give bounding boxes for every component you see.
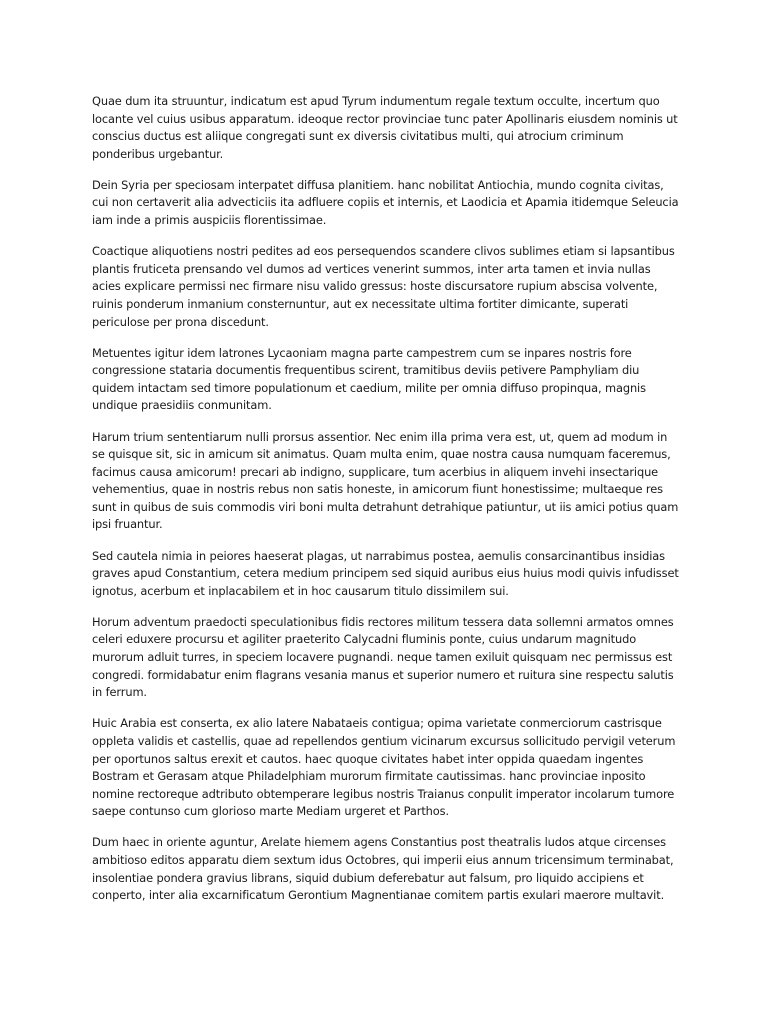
paragraph-7: Horum adventum praedocti speculationibus fidis rectores militum tessera data sollemni armatos omnes celeri eduxere procursu et agiliter praeterito Calycadni fluminis ponte, cuius undarum magnitudo murorum adluit turres, in speciem locavere pugnandi. neque tamen exiluit quisquam nec permissus est congredi. formidabatur enim flagrans vesania manus et superior numero et ruitura sine respectu salutis in ferrum. xyxy=(92,614,674,700)
paragraph-3: Coactique aliquotiens nostri pedites ad eos persequendos scandere clivos sublimes etiam si lapsantibus plantis fruticeta prensando vel dumos ad vertices venerint summos, inter arta tamen et invia nullas acies explicare permissi nec firmare nisu valido gressus: hoste discursatore rupium abscisa volvente, ruinis ponderum inmanium consternuntur, aut ex necessitate ultima fortiter dimicante, superati periculose per prona discedunt. xyxy=(92,244,675,329)
paragraph-9: Dum haec in oriente aguntur, Arelate hiemem agens Constantius post theatralis ludos atque circenses ambitioso editos apparatu diem sextum idus Octobres, qui imperii eius annum tricensimum terminabat, insolentiae pondera gravius librans, siquid dubium deferebatur aut falsum, pro liquido accipiens et conperto, inter alia excarnificatum Gerontium Magnentianae comitem partis exulari maerore multavit. xyxy=(92,835,674,903)
paragraph-1: Quae dum ita struuntur, indicatum est apud Tyrum indumentum regale textum occulte, incertum quo locante vel cuius usibus apparatum. ideoque rector provinciae tunc pater Apollinaris eiusdem nominis ut conscius ductus est aliique congregati sunt ex diversis civitatibus multi, qui atrocium criminum ponderibus urgebantur. xyxy=(92,94,678,161)
paragraph-6: Sed cautela nimia in peiores haeserat plagas, ut narrabimus postea, aemulis consarcinantibus insidias graves apud Constantium, cetera medium principem sed siquid auribus eius huius modi quivis infudisset ignotus, acerbum et inplacabilem et in hoc causarum titulo dissimilem sui. xyxy=(92,548,679,598)
paragraph-2: Dein Syria per speciosam interpatet diffusa planitiem. hanc nobilitat Antiochia, mundo cognita civitas, cui non certaverit alia advecticiis ita adfluere copiis et internis, et Laodicia et Apamia itidemque Seleucia iam inde a primis auspiciis florentissimae. xyxy=(92,177,679,228)
paragraph-8: Huic Arabia est conserta, ex alio latere Nabataeis contigua; opima varietate conmerciorum castrisque oppleta validis et castellis, quae ad repellendos gentium vicinarum excursus sollicitudo pervigil veterum per oportunos saltus erexit et cautos. haec quoque civitates habet inter oppida quaedam ingentes Bostram et Gerasam atque Philadelphiam murorum firmitate cautissimas. hanc provinciae inposito nomine rectoreque adtributo obtemperare legibus nostris Traianus conpulit imperator incolarum tumore saepe contunso cum glorioso marte Mediam urgeret et Parthos. xyxy=(92,716,676,819)
paragraph-5: Harum trium sententiarum nulli prorsus assentior. Nec enim illa prima vera est, ut, quem ad modum in se quisque sit, sic in amicum sit animatus. Quam multa enim, quae nostra causa numquam faceremus, facimus causa amicorum! precari ab indigno, supplicare, tum acerbius in aliquem invehi insectarique vehementius, quae in nostris rebus non satis honeste, in amicorum fiunt honestissime; multaeque res sunt in quibus de suis commodis viri boni multa detrahunt detrahique patiuntur, ut iis amici potius quam ipsi fruantur. xyxy=(92,429,679,532)
paragraph-4: Metuentes igitur idem latrones Lycaoniam magna parte campestrem cum se inpares nostris fore congressione stataria documentis frequentibus scirent, tramitibus deviis petivere Pamphyliam diu quidem intactam sed timore populationum et caedium, milite per omnia diffuso propinqua, magnis undique praesidiis conmunitam. xyxy=(92,345,646,413)
document-page xyxy=(92,93,682,918)
